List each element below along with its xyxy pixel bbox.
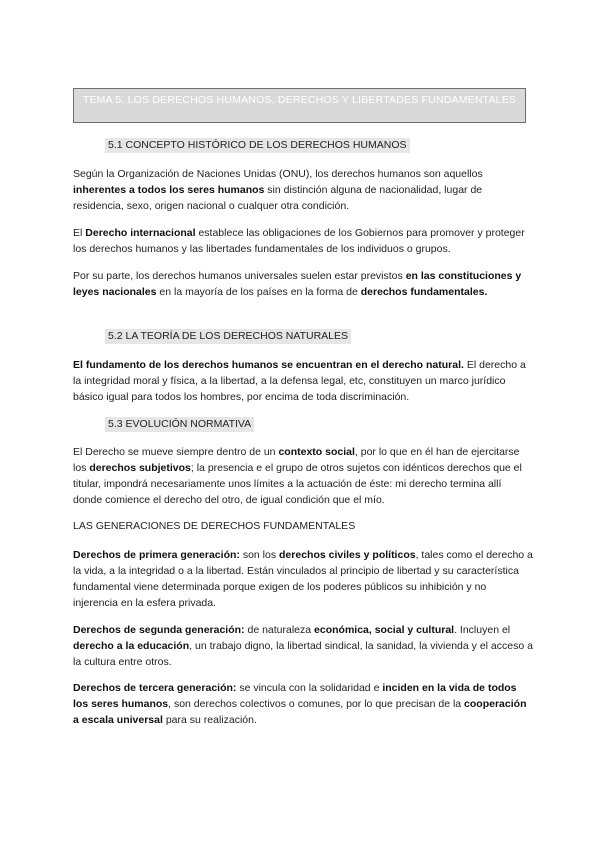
- text-run: El Derecho se mueve siempre dentro de un: [73, 446, 279, 458]
- text-run: , por lo que en él han de ejercitarse los: [73, 446, 520, 474]
- text-run: en la mayoría de los países en la forma de: [156, 286, 361, 298]
- paragraph-onu-definition: [73, 166, 533, 214]
- bold-text: derecho a la educación: [73, 640, 190, 652]
- bold-text: contexto social: [278, 446, 355, 458]
- bold-text: Derechos de primera generación:: [73, 549, 240, 561]
- page-title: TEMA 5. LOS DERECHOS HUMANOS, DERECHOS Y LIBERTADES FUNDAMENTALES: [73, 88, 526, 123]
- text-run: ; la presencia e el grupo de otros sujetos con idénticos derechos que el titular, impondrá necesariamente unos límites a la actuación de éste: mi derecho termina allí donde comience el derecho del otro, de igual condición que el mío.: [73, 462, 522, 506]
- bold-text: derechos civiles y políticos: [279, 549, 416, 561]
- text-run: . Incluyen el: [454, 624, 511, 636]
- text-run: son los: [239, 549, 280, 561]
- text-run: , un trabajo digno, la libertad sindical, la sanidad, la vivienda y el acceso a la cultura entre otros.: [73, 640, 533, 668]
- bold-text: derechos fundamentales.: [360, 286, 488, 298]
- section-heading-5-1: 5.1 CONCEPTO HISTÓRICO DE LOS DERECHOS HUMANOS: [105, 138, 410, 153]
- generations-heading: LAS GENERACIONES DE DERECHOS FUNDAMENTALES: [73, 520, 356, 532]
- bold-text: en las constituciones y leyes nacionales: [73, 270, 522, 298]
- text-run: de naturaleza: [244, 624, 315, 636]
- bold-text: Derechos de segunda generación:: [73, 624, 245, 636]
- paragraph-segunda-generacion: [73, 622, 533, 670]
- text-run: para su realización.: [162, 714, 257, 726]
- bold-text: derechos subjetivos: [89, 462, 191, 474]
- text-run: Según la Organización de Naciones Unidas (ONU), los derechos humanos son aquellos: [73, 168, 483, 180]
- text-run: sin distinción alguna de nacionalidad, lugar de residencia, sexo, origen nacional o cualquer otra condición.: [73, 184, 483, 212]
- bold-text: cooperación a escala universal: [73, 698, 527, 726]
- paragraph-contexto-social: [73, 444, 533, 508]
- bold-text: económica, social y cultural: [314, 624, 455, 636]
- bold-text: Derechos de tercera generación:: [73, 682, 237, 694]
- section-heading-5-2: 5.2 LA TEORÍA DE LOS DERECHOS NATURALES: [105, 329, 351, 344]
- text-run: El: [73, 227, 86, 239]
- text-run: Por su parte, los derechos humanos universales suelen estar previstos: [73, 270, 406, 282]
- text-run: El derecho a la integridad moral y física, a la libertad, a la defensa legal, etc, constituyen un marco jurídico básico igual para todos los hombres, por encima de toda discriminación.: [73, 359, 526, 403]
- paragraph-derecho-natural: [73, 357, 533, 405]
- bold-text: El fundamento de los derechos humanos se encuentran en el derecho natural.: [73, 359, 464, 371]
- paragraph-tercera-generacion: [73, 680, 533, 728]
- text-run: se vincula con la solidaridad e: [236, 682, 383, 694]
- paragraph-derecho-internacional: [73, 225, 533, 257]
- bold-text: inciden en la vida de todos los seres humanos: [73, 682, 517, 710]
- text-run: , tales como el derecho a la vida, a la integridad o a la libertad. Están vinculados al principio de libertad y su característica fundamental viene determinada porque exigen de los poderes públicos su inhibición y no injerencia en la esfera privada.: [73, 549, 533, 609]
- text-run: establece las obligaciones de los Gobiernos para promover y proteger los derechos humanos y las libertades fundamentales de los individuos o grupos.: [73, 227, 525, 255]
- paragraph-primera-generacion: [73, 547, 533, 611]
- bold-text: inherentes a todos los seres humanos: [73, 184, 265, 196]
- paragraph-constituciones: [73, 268, 533, 300]
- bold-text: Derecho internacional: [85, 227, 196, 239]
- text-run: , son derechos colectivos o comunes, por lo que precisan de la: [168, 698, 465, 710]
- section-heading-5-3: 5.3 EVOLUCIÓN NORMATIVA: [105, 417, 254, 432]
